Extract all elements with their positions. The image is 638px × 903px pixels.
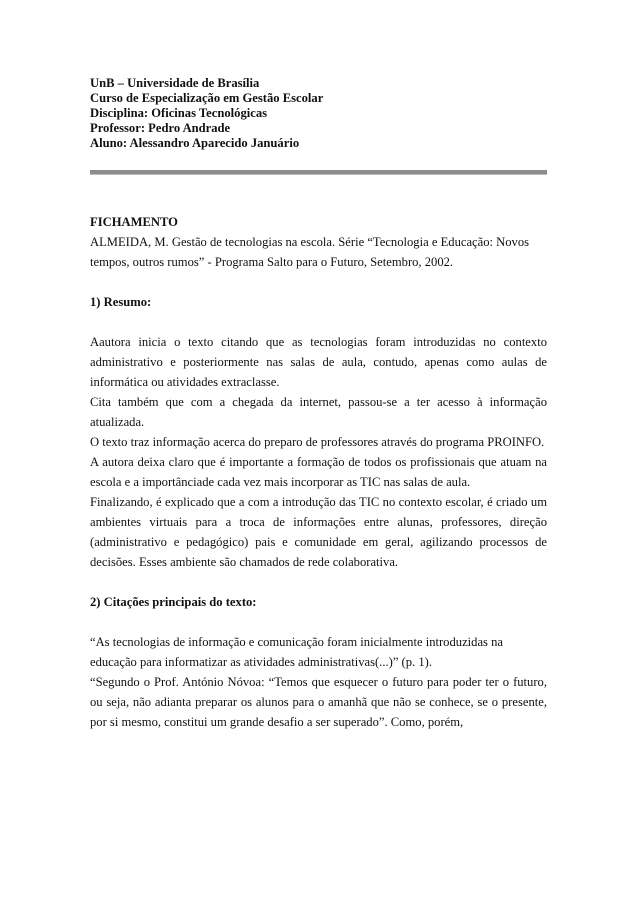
resumo-paragraph-3: O texto traz informação acerca do preparo de professores através do programa PROINFO.: [90, 435, 545, 449]
reference-line-2: tempos, outros rumos” - Programa Salto para o Futuro, Setembro, 2002.: [90, 255, 454, 269]
citation-1-line-1: “As tecnologias de informação e comunicação foram inicialmente introduzidas na: [90, 635, 503, 649]
citation-1-line-2: educação para informatizar as atividades administrativas(...)” (p. 1).: [90, 655, 432, 669]
header-professor: Professor: Pedro Andrade: [90, 121, 231, 135]
citacoes-heading: 2) Citações principais do texto:: [90, 595, 257, 609]
spacer: [90, 272, 547, 292]
document-body: [90, 212, 547, 732]
resumo-paragraph-1: Aautora inicia o texto citando que as tecnologias foram introduzidas no contexto administrativo e posteriormente nas salas de aula, contudo, apenas como aulas de informática ou atividades extraclasse.: [90, 335, 547, 389]
header-student: Aluno: Alessandro Aparecido Januário: [90, 136, 300, 150]
header-course: Curso de Especialização em Gestão Escolar: [90, 91, 324, 105]
spacer: [90, 312, 547, 332]
citation-2: “Segundo o Prof. António Nóvoa: “Temos que esquecer o futuro para poder ter o futuro, ou seja, não adianta preparar os alunos para o amanhã que não se conhece, se o presente, por si mesmo, constitui um grande desafio a ser superado”. Como, porém,: [90, 675, 547, 729]
reference-line-1: ALMEIDA, M. Gestão de tecnologias na escola. Série “Tecnologia e Educação: Novos: [90, 235, 530, 249]
resumo-paragraph-4: A autora deixa claro que é importante a formação de todos os profissionais que atuam na escola e a importânciade cada vez mais incorporar as TIC nas salas de aula.: [90, 455, 547, 489]
spacer: [90, 612, 547, 632]
resumo-paragraph-5: Finalizando, é explicado que a com a introdução das TIC no contexto escolar, é criado um ambientes virtuais para a troca de informações entre alunas, professores, direção (administrativo e pedagógico) pais e comunidade em geral, agilizando processos de decisões. Esses ambiente são chamados de rede colaborativa.: [90, 495, 547, 569]
header-university: UnB – Universidade de Brasília: [90, 76, 260, 90]
spacer: [90, 572, 547, 592]
document-header: [90, 76, 547, 151]
resumo-paragraph-2: Cita também que com a chegada da internet, passou-se a ter acesso à informação atualizada.: [90, 395, 547, 429]
document-page: [90, 0, 547, 903]
resumo-heading: 1) Resumo:: [90, 295, 152, 309]
header-divider: [90, 170, 547, 175]
header-discipline: Disciplina: Oficinas Tecnológicas: [90, 106, 268, 120]
fichamento-title: FICHAMENTO: [90, 215, 178, 229]
